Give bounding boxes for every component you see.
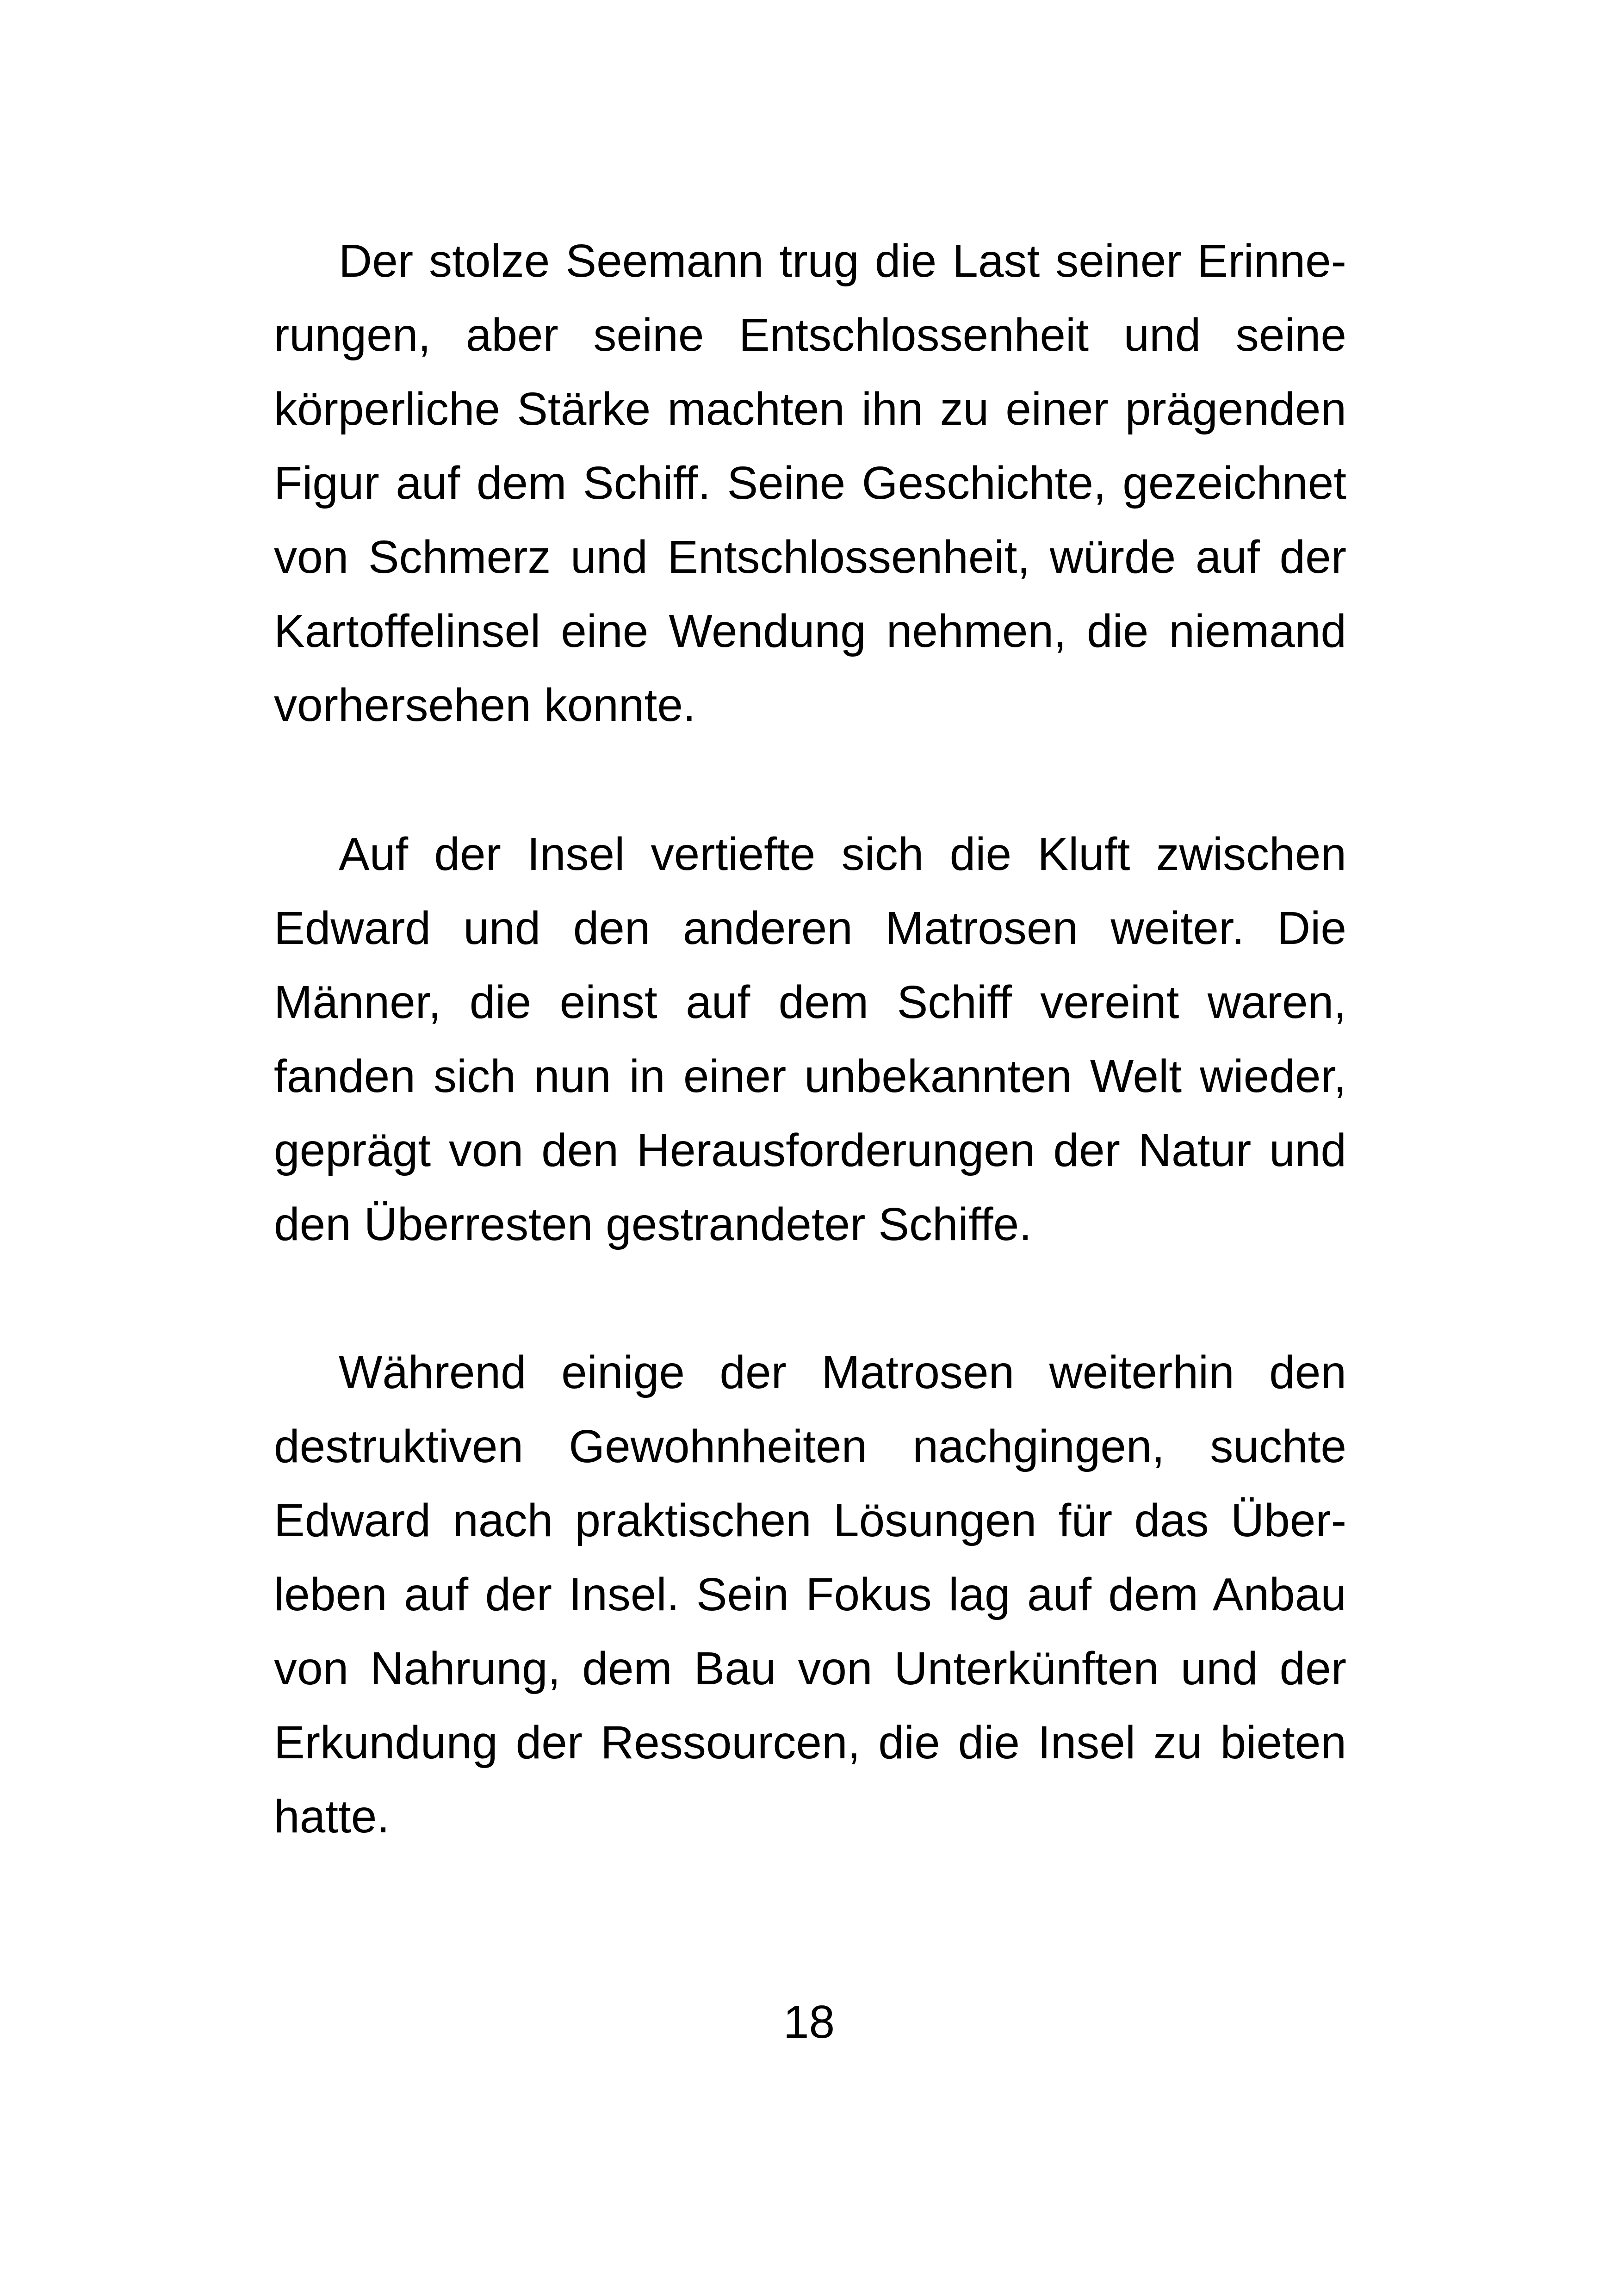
- text-line: leben auf der Insel. Sein Fokus lag auf dem Anbau: [274, 1569, 1346, 1620]
- text-line: Auf der Insel vertiefte sich die Kluft zwischen: [339, 828, 1346, 880]
- paragraph-1: [274, 224, 1346, 742]
- text-line: geprägt von den Herausforderungen der Natur und: [274, 1124, 1346, 1176]
- text-line: den Überresten gestrandeter Schiffe.: [274, 1198, 1032, 1250]
- text-line: vorhersehen konnte.: [274, 679, 696, 731]
- text-line: fanden sich nun in einer unbekannten Welt wieder,: [274, 1050, 1346, 1102]
- paragraph-3: [274, 1335, 1346, 1854]
- page-number: 18: [783, 1996, 835, 2048]
- text-line: körperliche Stärke machten ihn zu einer prägenden: [274, 383, 1346, 435]
- text-line: Männer, die einst auf dem Schiff vereint waren,: [274, 976, 1346, 1028]
- text-line: Während einige der Matrosen weiterhin den: [339, 1347, 1346, 1398]
- text-line: Erkundung der Ressourcen, die die Insel zu bieten: [274, 1717, 1346, 1769]
- text-line: Edward nach praktischen Lösungen für das Über-: [274, 1495, 1346, 1546]
- text-line: rungen, aber seine Entschlossenheit und seine: [274, 309, 1346, 361]
- paragraph-2: [274, 817, 1346, 1261]
- text-line: von Schmerz und Entschlossenheit, würde auf der: [274, 531, 1346, 583]
- text-line: Figur auf dem Schiff. Seine Geschichte, gezeichnet: [274, 457, 1346, 509]
- text-line: destruktiven Gewohnheiten nachgingen, suchte: [274, 1421, 1346, 1472]
- text-line: Edward und den anderen Matrosen weiter. Die: [274, 902, 1346, 954]
- text-line: hatte.: [274, 1791, 390, 1843]
- text-line: von Nahrung, dem Bau von Unterkünften und der: [274, 1643, 1346, 1694]
- text-line: Kartoffelinsel eine Wendung nehmen, die niemand: [274, 605, 1346, 657]
- text-line: Der stolze Seemann trug die Last seiner Erinne-: [339, 235, 1346, 287]
